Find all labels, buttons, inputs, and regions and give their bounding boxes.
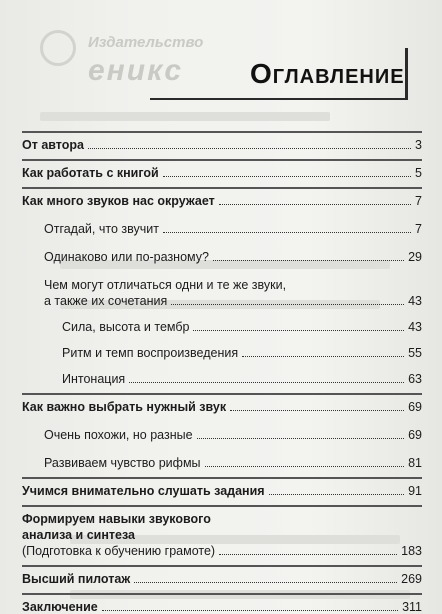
toc-entry[interactable] [22,137,422,153]
toc-leader-dots [193,330,404,331]
toc-entry-label: Сила, высота и тембр [62,320,190,334]
toc-spacer [22,265,422,277]
toc-entry[interactable] [22,571,422,587]
toc-leader-dots [213,260,404,261]
toc-page-number: 63 [408,372,422,386]
toc-leader-dots [163,232,411,233]
toc-page-number: 43 [408,320,422,334]
toc-leader-dots [269,494,405,495]
toc-leader-dots [219,204,411,205]
toc-entry-row [22,193,422,209]
toc-spacer [22,361,422,371]
toc-page-number: 7 [415,194,422,208]
toc-entry[interactable] [22,319,422,335]
toc-entry-row [22,293,422,309]
table-of-contents [22,125,422,614]
toc-page-number: 183 [401,544,422,558]
toc-separator [22,393,422,395]
toc-entry-label: Как работать с книгой [22,166,159,180]
toc-separator [22,565,422,567]
toc-entry-row [22,399,422,415]
toc-entry-line: анализа и синтеза [22,528,135,542]
toc-entry-label: а также их сочетания [44,294,168,308]
toc-entry[interactable] [22,277,422,309]
toc-page-number: 7 [415,222,422,236]
toc-entry-row [22,599,422,614]
toc-leader-dots [102,610,398,611]
toc-entry[interactable] [22,249,422,265]
toc-entry-row [22,221,422,237]
toc-page-number: 5 [415,166,422,180]
toc-leader-dots [171,304,404,305]
toc-entry-label: От автора [22,138,84,152]
toc-separator [22,187,422,189]
toc-entry-row [22,571,422,587]
toc-entry-line: Формируем навыки звукового [22,512,211,526]
toc-page-number: 3 [415,138,422,152]
toc-spacer [22,415,422,427]
toc-leader-dots [219,554,397,555]
toc-entry[interactable] [22,511,422,559]
title-underline [150,98,408,100]
toc-leader-dots [163,176,411,177]
toc-entry[interactable] [22,427,422,443]
toc-page-number: 29 [408,250,422,264]
toc-entry-row [22,483,422,499]
toc-entry[interactable] [22,221,422,237]
toc-entry-label: Высший пилотаж [22,572,131,586]
toc-entry[interactable] [22,483,422,499]
toc-entry-label: Заключение [22,600,98,614]
toc-spacer [22,443,422,455]
toc-leader-dots [242,356,404,357]
toc-leader-dots [134,582,397,583]
toc-page-number: 91 [408,484,422,498]
toc-leader-dots [205,466,405,467]
toc-entry-label: Интонация [62,372,126,386]
toc-entry-row [22,319,422,335]
publisher-brand-ghost: еникс [88,54,184,87]
toc-entry-label: Как много звуков нас окружает [22,194,215,208]
toc-entry[interactable] [22,599,422,614]
toc-entry[interactable] [22,371,422,387]
toc-entry-label: Отгадай, что звучит [44,222,159,236]
ghost-text-line [40,112,330,121]
toc-leader-dots [230,410,404,411]
toc-page-number: 69 [408,400,422,414]
toc-leader-dots [197,438,405,439]
toc-entry-line: Чем могут отличаться одни и те же звуки, [44,278,287,292]
toc-entry-label: Развиваем чувство рифмы [44,456,201,470]
toc-entry[interactable] [22,455,422,471]
toc-page-number: 81 [408,456,422,470]
toc-entry-row [22,249,422,265]
toc-page-number: 43 [408,294,422,308]
toc-separator [22,131,422,133]
toc-separator [22,159,422,161]
toc-entry-label: Одинаково или по-разному? [44,250,209,264]
toc-entry-row [22,165,422,181]
toc-separator [22,477,422,479]
toc-entry-label: Очень похожи, но разные [44,428,193,442]
toc-separator [22,593,422,595]
toc-entry[interactable] [22,345,422,361]
toc-entry-label: Учимся внимательно слушать задания [22,484,265,498]
toc-spacer [22,309,422,319]
toc-page-number: 269 [401,572,422,586]
toc-entry-row [22,345,422,361]
toc-entry-row [22,371,422,387]
page-title: Оглавление [250,58,405,89]
toc-entry-label: (Подготовка к обучению грамоте) [22,544,216,558]
toc-page-number: 55 [408,346,422,360]
toc-entry-row [22,543,422,559]
title-frame-vertical [405,48,408,100]
toc-spacer [22,209,422,221]
toc-leader-dots [88,148,411,149]
toc-page-number: 69 [408,428,422,442]
toc-entry-label: Ритм и темп воспроизведения [62,346,239,360]
toc-entry-row [22,455,422,471]
toc-entry[interactable] [22,193,422,209]
toc-page-number: 311 [402,600,422,614]
toc-entry-row [22,137,422,153]
toc-spacer [22,237,422,249]
toc-entry-row [22,427,422,443]
publisher-logo-ghost [40,30,76,66]
toc-spacer [22,335,422,345]
toc-separator [22,505,422,507]
toc-entry-label: Как важно выбрать нужный звук [22,400,227,414]
publisher-name-ghost: Издательство [88,34,204,51]
toc-leader-dots [129,382,404,383]
toc-entry[interactable] [22,165,422,181]
toc-entry[interactable] [22,399,422,415]
